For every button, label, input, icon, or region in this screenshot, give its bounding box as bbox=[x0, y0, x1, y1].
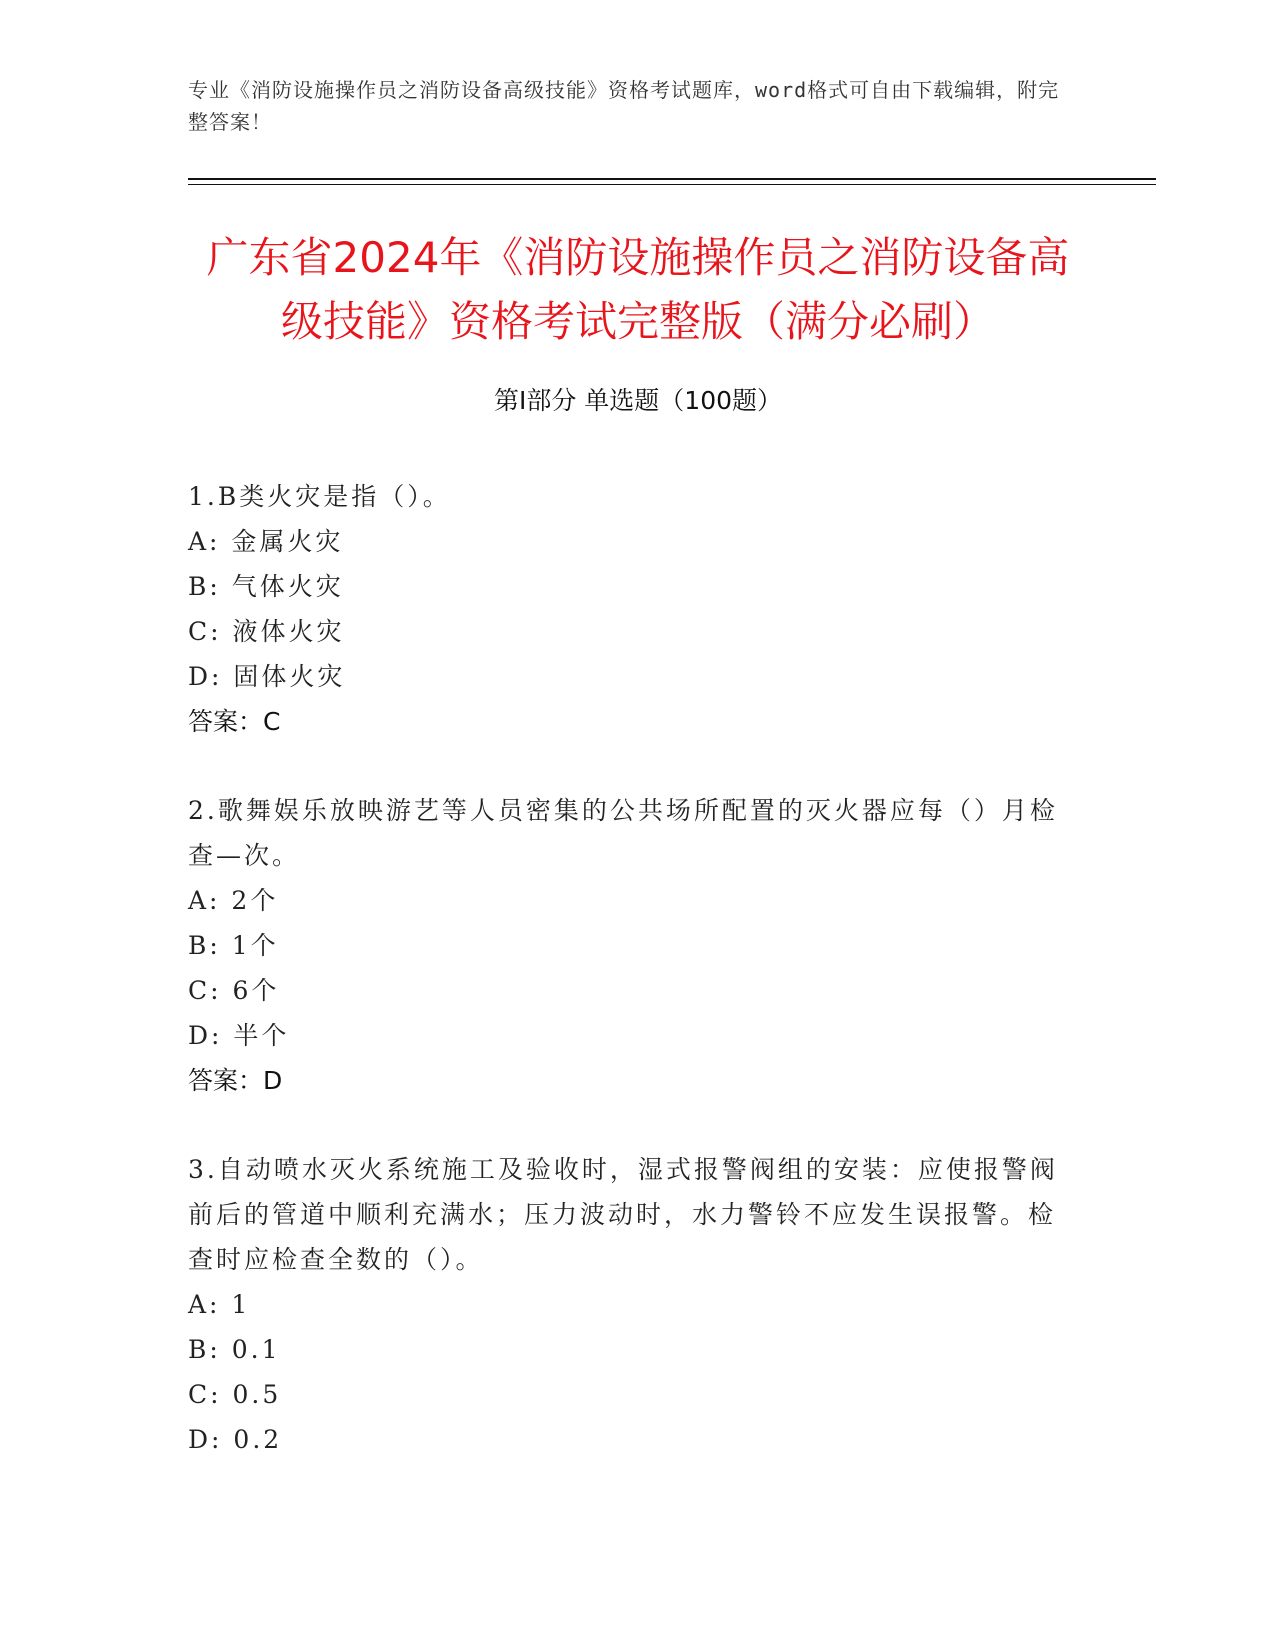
option-b: B: 气体火灾 bbox=[188, 572, 344, 601]
option-a: A: 1 bbox=[188, 1290, 251, 1319]
question-1 bbox=[188, 474, 1068, 744]
option-d: D: 0.2 bbox=[188, 1425, 283, 1454]
option-d: D: 半个 bbox=[188, 1021, 290, 1050]
option-c: C: 0.5 bbox=[188, 1380, 282, 1409]
option-a: A: 2个 bbox=[188, 886, 279, 915]
option-a: A: 金属火灾 bbox=[188, 527, 344, 556]
option-b: B: 1个 bbox=[188, 931, 279, 960]
option-d: D: 固体火灾 bbox=[188, 662, 346, 691]
header-divider-thick bbox=[188, 178, 1156, 180]
option-b: B: 0.1 bbox=[188, 1335, 281, 1364]
question-stem: 2.歌舞娱乐放映游艺等人员密集的公共场所配置的灭火器应每（）月检查—次。 bbox=[188, 796, 1058, 870]
header-note: 专业《消防设施操作员之消防设备高级技能》资格考试题库，word格式可自由下载编辑，附完整答案！ bbox=[188, 78, 1060, 134]
option-c: C: 液体火灾 bbox=[188, 617, 345, 646]
question-2 bbox=[188, 788, 1068, 1103]
option-c: C: 6个 bbox=[188, 976, 280, 1005]
section-heading: 第Ⅰ部分 单选题（100题） bbox=[493, 386, 783, 415]
question-3 bbox=[188, 1147, 1068, 1462]
answer-key: 答案：C bbox=[188, 707, 281, 736]
question-list bbox=[188, 474, 1068, 1506]
question-stem: 3.自动喷水灭火系统施工及验收时，湿式报警阀组的安装：应使报警阀前后的管道中顺利充满水；压力波动时，水力警铃不应发生误报警。检查时应检查全数的（）。 bbox=[188, 1155, 1058, 1274]
header-divider-thin bbox=[188, 184, 1156, 185]
question-stem: 1.B类火灾是指（）。 bbox=[188, 482, 451, 511]
document-title: 广东省2024年《消防设施操作员之消防设备高级技能》资格考试完整版（满分必刷） bbox=[206, 233, 1070, 346]
answer-key: 答案：D bbox=[188, 1066, 283, 1095]
